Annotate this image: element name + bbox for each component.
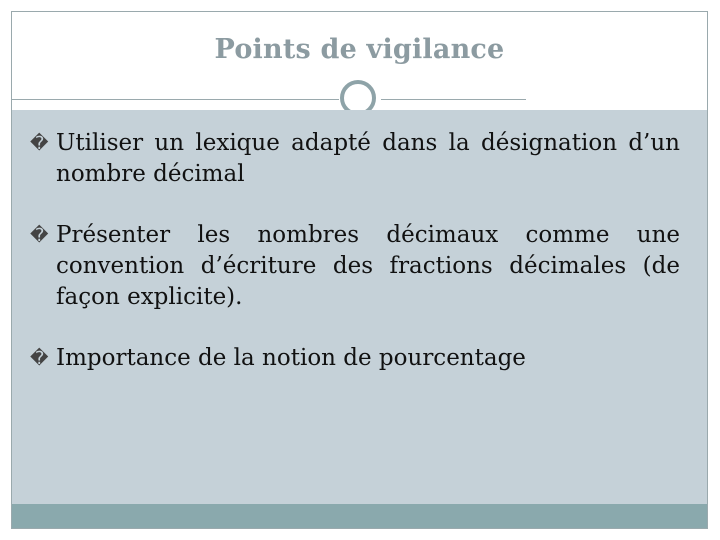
bullet-text: Utiliser un lexique adapté dans la désignation d’un nombre décimal xyxy=(56,130,680,187)
footer-bar xyxy=(12,504,707,528)
bullet-text: Présenter les nombres décimaux comme une convention d’écriture des fractions décimales (de façon explicite). xyxy=(56,222,680,310)
missing-glyph-icon: � xyxy=(30,133,49,154)
bullet-item xyxy=(30,343,680,374)
missing-glyph-icon: � xyxy=(30,225,49,246)
bullet-item xyxy=(30,128,680,190)
slide-title: Points de vigilance xyxy=(214,34,505,65)
bullet-text: Importance de la notion de pourcentage xyxy=(56,345,526,371)
bullet-list xyxy=(30,128,680,404)
bullet-item xyxy=(30,220,680,313)
header-divider-right xyxy=(381,99,526,100)
header-divider-left xyxy=(12,99,339,100)
missing-glyph-icon: � xyxy=(30,348,49,369)
